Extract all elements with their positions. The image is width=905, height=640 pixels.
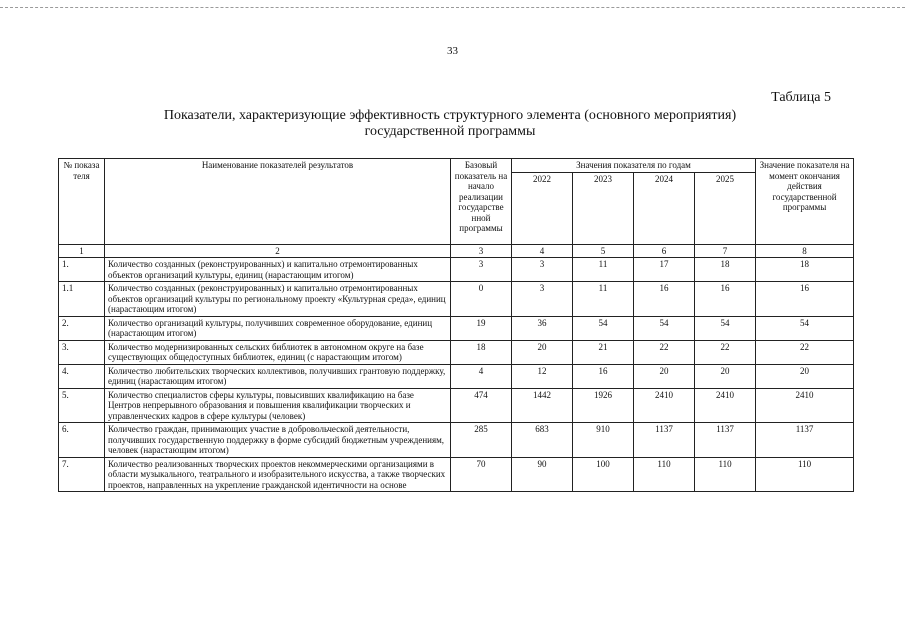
row-number: 1.1 bbox=[59, 282, 105, 317]
page-top-edge bbox=[0, 7, 905, 10]
base-value: 3 bbox=[451, 258, 512, 282]
indicator-name: Количество созданных (реконструированных) и капитально отремонтированных объектов организаций культуры, единиц (нарастающим итогом) bbox=[105, 258, 451, 282]
final-value: 20 bbox=[756, 364, 854, 388]
value-2024: 20 bbox=[634, 364, 695, 388]
row-number: 3. bbox=[59, 340, 105, 364]
value-2022: 20 bbox=[512, 340, 573, 364]
indicator-name: Количество граждан, принимающих участие в добровольческой деятельности, получивших государственную поддержку в форме субсидий бюджетным учреждениям, человек (нарастающим итогом) bbox=[105, 423, 451, 458]
header-year-2025: 2025 bbox=[695, 172, 756, 244]
value-2025: 54 bbox=[695, 316, 756, 340]
value-2024: 16 bbox=[634, 282, 695, 317]
value-2025: 22 bbox=[695, 340, 756, 364]
value-2025: 1137 bbox=[695, 423, 756, 458]
row-number: 6. bbox=[59, 423, 105, 458]
value-2024: 17 bbox=[634, 258, 695, 282]
column-number: 3 bbox=[451, 244, 512, 258]
value-2024: 54 bbox=[634, 316, 695, 340]
final-value: 2410 bbox=[756, 388, 854, 423]
row-number: 5. bbox=[59, 388, 105, 423]
table-label: Таблица 5 bbox=[771, 90, 831, 105]
final-value: 110 bbox=[756, 457, 854, 492]
final-value: 54 bbox=[756, 316, 854, 340]
table-row bbox=[59, 282, 854, 317]
indicator-name: Количество специалистов сферы культуры, повысивших квалификацию на базе Центров непрерывного образования и повышения квалификации творческих и управленческих кадров в сфере культуры (человек) bbox=[105, 388, 451, 423]
base-value: 285 bbox=[451, 423, 512, 458]
indicator-name: Количество модернизированных сельских библиотек в автономном округе на базе существующих общедоступных библиотек, единиц (с нарастающим итогом) bbox=[105, 340, 451, 364]
value-2023: 54 bbox=[573, 316, 634, 340]
base-value: 4 bbox=[451, 364, 512, 388]
table-row bbox=[59, 340, 854, 364]
header-name: Наименование показателей результатов bbox=[105, 159, 451, 245]
value-2024: 1137 bbox=[634, 423, 695, 458]
indicator-name: Количество созданных (реконструированных) и капитально отремонтированных объектов организаций культуры по региональному проекту «Культурная среда», единиц (нарастающим итогом) bbox=[105, 282, 451, 317]
column-number: 6 bbox=[634, 244, 695, 258]
indicator-name: Количество любительских творческих коллективов, получивших грантовую поддержку, единиц (нарастающим итогом) bbox=[105, 364, 451, 388]
table-row bbox=[59, 258, 854, 282]
base-value: 0 bbox=[451, 282, 512, 317]
table-row bbox=[59, 388, 854, 423]
table-row bbox=[59, 457, 854, 492]
header-years-group: Значения показателя по годам bbox=[512, 159, 756, 173]
value-2022: 36 bbox=[512, 316, 573, 340]
header-num: № показа теля bbox=[59, 159, 105, 245]
final-value: 1137 bbox=[756, 423, 854, 458]
page-number: 33 bbox=[447, 45, 458, 57]
column-number: 7 bbox=[695, 244, 756, 258]
base-value: 474 bbox=[451, 388, 512, 423]
final-value: 18 bbox=[756, 258, 854, 282]
row-number: 1. bbox=[59, 258, 105, 282]
value-2024: 22 bbox=[634, 340, 695, 364]
value-2025: 18 bbox=[695, 258, 756, 282]
header-row-1 bbox=[59, 159, 854, 173]
header-base: Базовый показатель на начало реализации государстве нной программы bbox=[451, 159, 512, 245]
value-2022: 1442 bbox=[512, 388, 573, 423]
column-number: 4 bbox=[512, 244, 573, 258]
value-2023: 21 bbox=[573, 340, 634, 364]
base-value: 70 bbox=[451, 457, 512, 492]
value-2022: 683 bbox=[512, 423, 573, 458]
value-2024: 2410 bbox=[634, 388, 695, 423]
value-2023: 1926 bbox=[573, 388, 634, 423]
document-title-line-2: государственной программы bbox=[364, 124, 536, 139]
value-2024: 110 bbox=[634, 457, 695, 492]
value-2023: 100 bbox=[573, 457, 634, 492]
value-2023: 11 bbox=[573, 282, 634, 317]
header-year-2024: 2024 bbox=[634, 172, 695, 244]
header-year-2022: 2022 bbox=[512, 172, 573, 244]
row-number: 4. bbox=[59, 364, 105, 388]
value-2023: 16 bbox=[573, 364, 634, 388]
final-value: 22 bbox=[756, 340, 854, 364]
document-title-line-1: Показатели, характеризующие эффективность структурного элемента (основного мероприятия) bbox=[163, 108, 737, 123]
header-year-2023: 2023 bbox=[573, 172, 634, 244]
table-row bbox=[59, 316, 854, 340]
value-2022: 90 bbox=[512, 457, 573, 492]
value-2022: 3 bbox=[512, 258, 573, 282]
header-final: Значение показателя на момент окончания действия государственной программы bbox=[756, 159, 854, 245]
indicators-table bbox=[58, 158, 854, 492]
table-row bbox=[59, 364, 854, 388]
column-number: 8 bbox=[756, 244, 854, 258]
final-value: 16 bbox=[756, 282, 854, 317]
document-title bbox=[100, 108, 800, 140]
column-number: 2 bbox=[105, 244, 451, 258]
row-number: 2. bbox=[59, 316, 105, 340]
column-number-row bbox=[59, 244, 854, 258]
value-2022: 12 bbox=[512, 364, 573, 388]
column-number: 5 bbox=[573, 244, 634, 258]
value-2025: 110 bbox=[695, 457, 756, 492]
value-2025: 20 bbox=[695, 364, 756, 388]
value-2023: 11 bbox=[573, 258, 634, 282]
value-2022: 3 bbox=[512, 282, 573, 317]
value-2025: 16 bbox=[695, 282, 756, 317]
table-row bbox=[59, 423, 854, 458]
indicator-name: Количество организаций культуры, получивших современное оборудование, единиц (нарастающим итогом) bbox=[105, 316, 451, 340]
base-value: 18 bbox=[451, 340, 512, 364]
value-2025: 2410 bbox=[695, 388, 756, 423]
value-2023: 910 bbox=[573, 423, 634, 458]
column-number: 1 bbox=[59, 244, 105, 258]
indicator-name: Количество реализованных творческих проектов некоммерческими организациями в области музыкального, театрального и изобразительного искусства, а также творческих проектов, направленных на укрепление гражданской идентичности на основе bbox=[105, 457, 451, 492]
base-value: 19 bbox=[451, 316, 512, 340]
row-number: 7. bbox=[59, 457, 105, 492]
